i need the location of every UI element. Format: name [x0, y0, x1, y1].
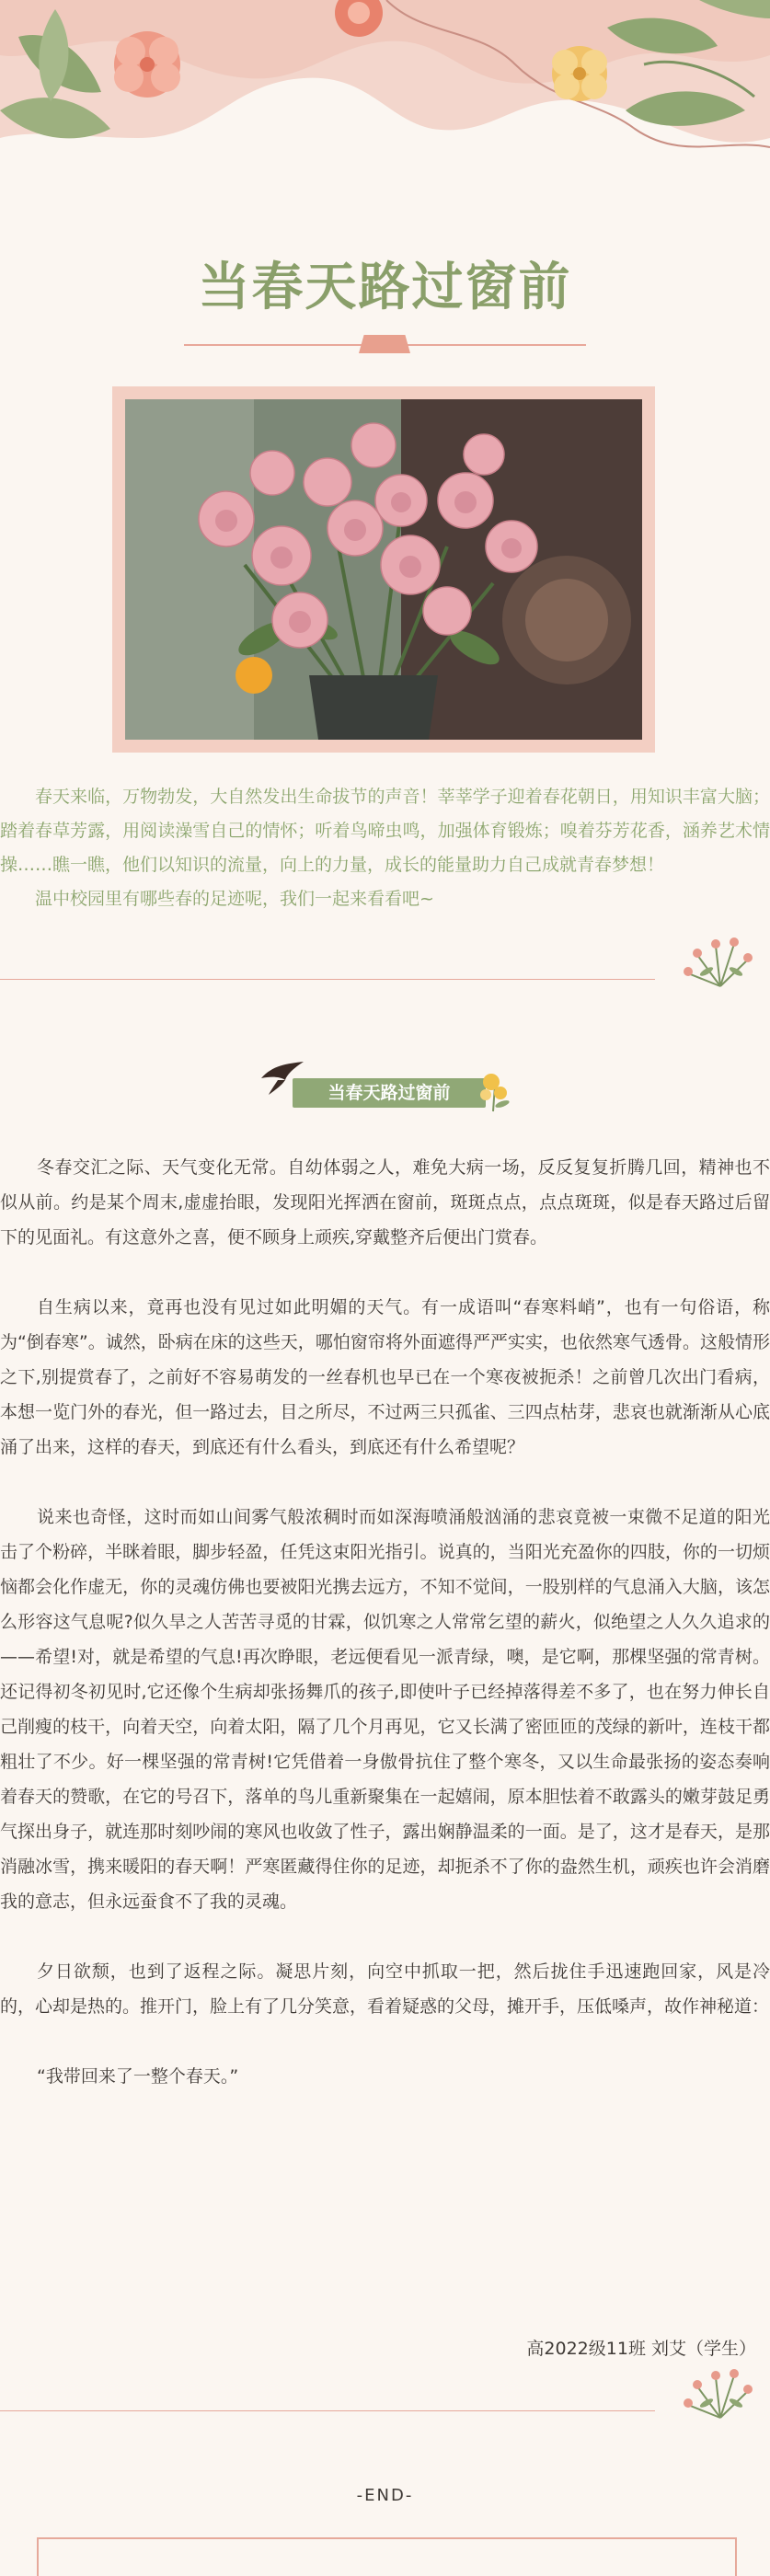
- flower-sprig-icon: [679, 2359, 762, 2420]
- rose-bouquet-illustration: [125, 399, 642, 740]
- footer-divider: [0, 2410, 655, 2411]
- article-quote: “我带回来了一整个春天。”: [37, 2066, 239, 2087]
- article-paragraph: 自生病以来，竟再也没有见过如此明媚的天气。有一成语叫“春寒料峭”，也有一句俗语，称为“倒春寒”。诚然，卧病在床的这些天，哪怕窗帘将外面遮得严严实实，也依然寒气透骨。这般情形之下,别提赏春了，之前好不容易萌发的一丝春机也早已在一个寒夜被扼杀！之前曾几次出门看病，本想一览门外的春光，但一路过去，目之所尽，不过两三只孤雀、三四点枯芽，悲哀也就渐渐从心底涌了出来，这样的春天，到底还有什么看头，到底还有什么希望呢？: [0, 1297, 770, 1457]
- yellow-blossom-icon: [475, 1067, 511, 1113]
- flower-sprig-icon: [679, 927, 762, 988]
- article-paragraph: 说来也奇怪，这时而如山间雾气般浓稠时而如深海喷涌般汹涌的悲哀竟被一束微不足道的阳光击了个粉碎，半眯着眼，脚步轻盈，任凭这束阳光指引。说真的，当阳光充盈你的四肢，你的一切烦恼都会化作虚无，你的灵魂仿佛也要被阳光携去远方，不知不觉间，一股别样的气息涌入大脑，该怎么形容这气息呢?似久旱之人苦苦寻觅的甘霖，似饥寒之人常常乞望的薪火，似绝望之人久久追求的——希望!对，就是希望的气息!再次睁眼，老远便看见一派青绿，噢，是它啊，那棵坚强的常青树。还记得初冬初见时,它还像个生病却张扬舞爪的孩子,即使叶子已经掉落得差不多了，也在努力伸长自己削瘦的枝干，向着天空，向着太阳，隔了几个月再见，它又长满了密匝匝的茂绿的新叶，连枝干都粗壮了不少。好一棵坚强的常青树!它凭借着一身傲骨抗住了整个寒冬，又以生命最张扬的姿态奏响着春天的赞歌，在它的号召下，落单的鸟儿重新聚集在一起嬉闹，原本胆怯着不敢露头的嫩芽鼓足勇气探出身子，就连那时刻吵闹的寒风也收敛了性子，露出娴静温柔的一面。是了，这才是春天，是那消融冰雪，携来暖阳的春天啊！严寒匿藏得住你的足迹，却扼杀不了你的盎然生机，顽疾也许会消磨我的意志，但永远蚕食不了我的灵魂。: [0, 1507, 770, 1912]
- yellow-flower-icon: [552, 46, 607, 101]
- pink-flower-icon: [114, 31, 180, 98]
- article-paragraph: 夕日欲颓，也到了返程之际。凝思片刻，向空中抓取一把，然后拢住手迅速跑回家，风是冷的，心却是热的。推开门，脸上有了几分笑意，看着疑惑的父母，摊开手，压低嗓声，故作神秘道：: [0, 1961, 770, 2017]
- intro-text: [0, 780, 770, 916]
- intro-paragraph: 春天来临，万物勃发，大自然发出生命拔节的声音！莘莘学子迎着春花朝日，用知识丰富大脑；踏着春草芳露，用阅读澡雪自己的情怀；听着鸟啼虫鸣，加强体育锻炼；嗅着芬芳花香，涵养艺术情操……瞧一瞧，他们以知识的流量，向上的力量，成长的能量助力自己成就青春梦想！: [0, 787, 770, 875]
- title-divider-accent: [359, 335, 410, 353]
- article-body: [0, 1150, 770, 2129]
- next-section-frame: [37, 2537, 737, 2576]
- section-divider: [0, 979, 655, 980]
- section-heading: [256, 1058, 523, 1122]
- end-marker: -END-: [356, 2486, 414, 2505]
- section-heading-label: 当春天路过窗前: [328, 1083, 451, 1103]
- intro-paragraph: 温中校园里有哪些春的足迹呢，我们一起来看看吧~: [35, 889, 434, 909]
- photo-frame: [112, 386, 655, 753]
- author-signature: 高2022级11班 刘艾（学生）: [526, 2339, 756, 2359]
- article-paragraph: 冬春交汇之际、天气变化无常。自幼体弱之人，难免大病一场，反反复复折腾几回，精神也不似从前。约是某个周末,虚虚抬眼，发现阳光挥洒在窗前，斑斑点点，点点斑斑，似是春天路过后留下的见面礼。有这意外之喜，便不顾身上顽疾,穿戴整齐后便出门赏春。: [0, 1157, 770, 1248]
- rose-bouquet-photo: [125, 399, 642, 740]
- header-floral-art: [0, 0, 770, 202]
- page-title: 当春天路过窗前: [198, 258, 572, 317]
